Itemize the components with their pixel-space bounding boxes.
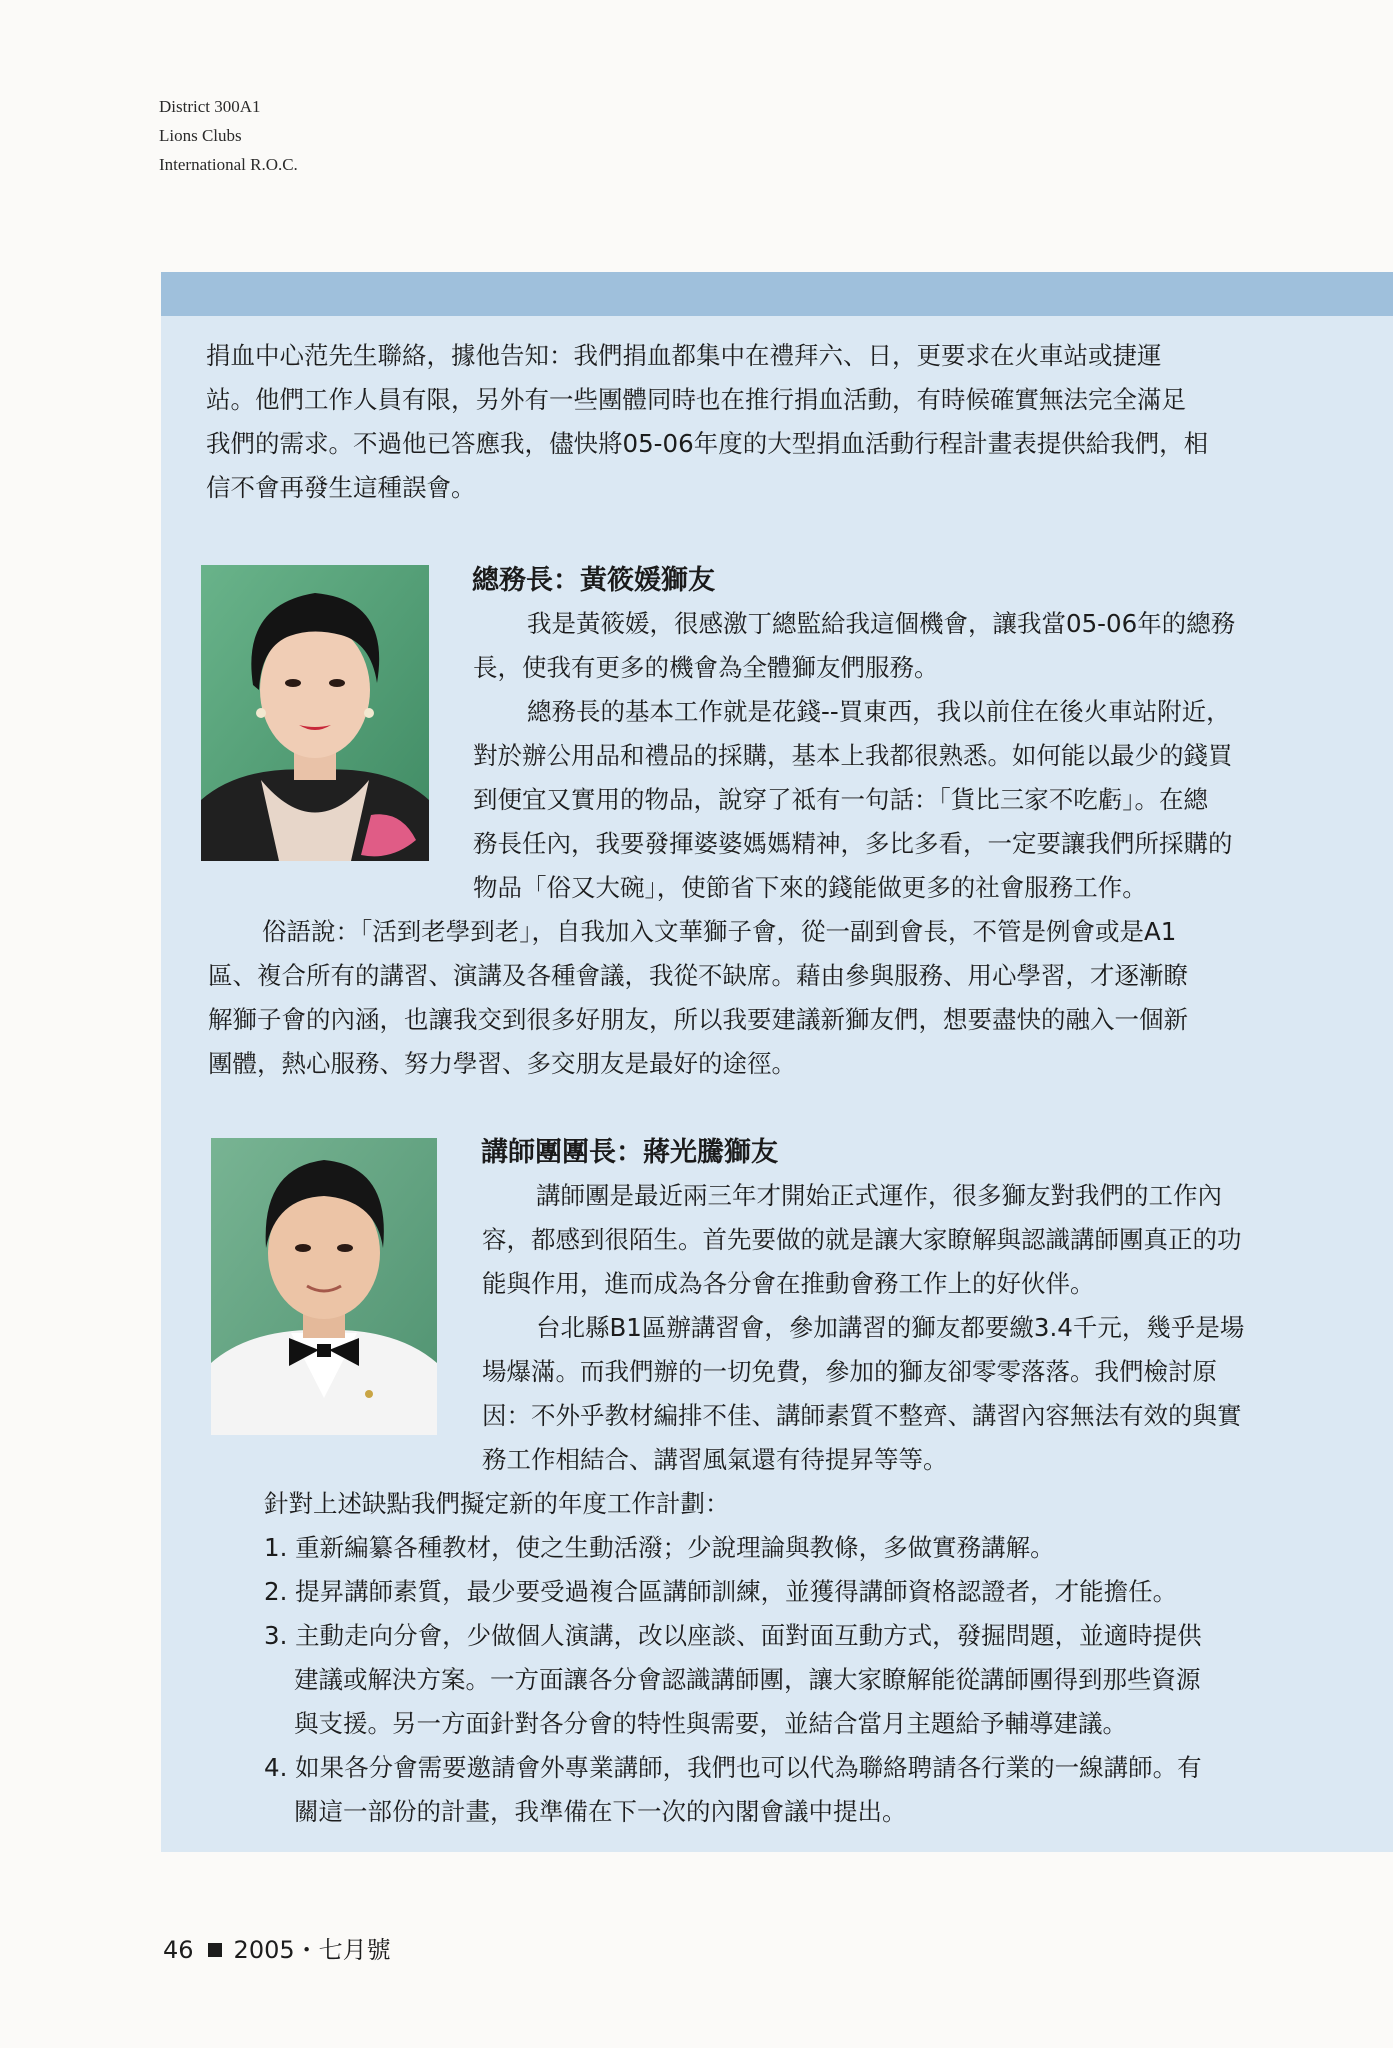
section2-line: 場爆滿。而我們辦的一切免費，參加的獅友卻零零落落。我們檢討原	[482, 1357, 1217, 1386]
section1-full-line: 區、複合所有的講習、演講及各種會議，我從不缺席。藉由參與服務、用心學習，才逐漸瞭	[208, 961, 1188, 990]
header-club: Lions Clubs	[159, 126, 242, 145]
panel-top-bar	[161, 272, 1393, 316]
page-header	[159, 92, 298, 179]
portrait-woman-icon	[201, 565, 429, 861]
section1-full-line: 俗語說：「活到老學到老」，自我加入文華獅子會，從一副到會長，不管是例會或是A1	[262, 917, 1177, 946]
plan-intro: 針對上述缺點我們擬定新的年度工作計劃：	[264, 1489, 730, 1518]
intro-line: 捐血中心范先生聯絡，據他告知：我們捐血都集中在禮拜六、日，更要求在火車站或捷運	[206, 341, 1162, 370]
section2-line: 容，都感到很陌生。首先要做的就是讓大家瞭解與認識講師團真正的功	[482, 1225, 1242, 1254]
plan-item: 4. 如果各分會需要邀請會外專業講師，我們也可以代為聯絡聘請各行業的一線講師。有	[264, 1753, 1202, 1782]
intro-line: 我們的需求。不過他已答應我，儘快將05-06年度的大型捐血活動行程計畫表提供給我們，相	[206, 429, 1209, 458]
page-footer	[163, 1930, 391, 1965]
section2-paragraph	[482, 1174, 1244, 1482]
page-number: 46	[163, 1936, 194, 1964]
section2-line: 台北縣B1區辦講習會，參加講習的獅友都要繳3.4千元，幾乎是場	[536, 1313, 1245, 1342]
intro-paragraph	[206, 334, 1208, 510]
section1-line: 務長任內，我要發揮婆婆媽媽精神，多比多看，一定要讓我們所採購的	[473, 829, 1233, 858]
section1-full-line: 解獅子會的內涵，也讓我交到很多好朋友，所以我要建議新獅友們，想要盡快的融入一個新	[208, 1005, 1188, 1034]
portrait-man-icon	[211, 1138, 437, 1435]
section1-line: 總務長的基本工作就是花錢--買東西，我以前住在後火車站附近，	[527, 697, 1231, 726]
section1-full-line: 團體，熱心服務、努力學習、多交朋友是最好的途徑。	[208, 1049, 796, 1078]
plan-item: 1. 重新編纂各種教材，使之生動活潑；少說理論與教條，多做實務講解。	[264, 1533, 1055, 1562]
section2-line: 講師團是最近兩三年才開始正式運作，很多獅友對我們的工作內	[536, 1181, 1222, 1210]
plan-item: 3. 主動走向分會，少做個人演講，改以座談、面對面互動方式，發掘問題，並適時提供	[264, 1621, 1202, 1650]
section1-line: 長，使我有更多的機會為全體獅友們服務。	[473, 653, 939, 682]
section2-line: 能與作用，進而成為各分會在推動會務工作上的好伙伴。	[482, 1269, 1095, 1298]
portrait-photo-huang	[201, 565, 429, 861]
intro-line: 站。他們工作人員有限，另外有一些團體同時也在推行捐血活動，有時候確實無法完全滿足	[206, 385, 1186, 414]
intro-line: 信不會再發生這種誤會。	[206, 473, 476, 502]
section1-line: 到便宜又實用的物品，說穿了祗有一句話：「貨比三家不吃虧」。在總	[473, 785, 1208, 814]
section1-full-paragraph	[208, 910, 1188, 1086]
section1-line: 我是黃筱媛，很感激丁總監給我這個機會，讓我當05-06年的總務	[527, 609, 1236, 638]
plan-item: 2. 提昇講師素質，最少要受過複合區講師訓練，並獲得講師資格認證者，才能擔任。	[264, 1577, 1178, 1606]
section2-line: 務工作相結合、講習風氣還有待提昇等等。	[482, 1445, 948, 1474]
portrait-photo-chiang	[211, 1138, 437, 1435]
header-district: District 300A1	[159, 97, 261, 116]
section1-line: 對於辦公用品和禮品的採購，基本上我都很熟悉。如何能以最少的錢買	[473, 741, 1233, 770]
plan-item-continuation: 與支援。另一方面針對各分會的特性與需要，並結合當月主題給予輔導建議。	[294, 1709, 1127, 1738]
section1-line: 物品「俗又大碗」，使節省下來的錢能做更多的社會服務工作。	[473, 873, 1147, 902]
square-bullet-icon	[208, 1943, 222, 1957]
section-heading-general-affairs: 總務長：黃筱媛獅友	[472, 565, 715, 595]
section-heading-lecturer: 講師團團長：蔣光騰獅友	[481, 1137, 778, 1167]
header-international: International R.O.C.	[159, 155, 298, 174]
issue-label: 2005・七月號	[233, 1936, 391, 1964]
plan-item-continuation: 關這一部份的計畫，我準備在下一次的內閣會議中提出。	[294, 1797, 907, 1826]
section2-line: 因：不外乎教材編排不佳、講師素質不整齊、講習內容無法有效的與實	[482, 1401, 1242, 1430]
plan-list	[264, 1482, 1202, 1834]
plan-item-continuation: 建議或解決方案。一方面讓各分會認識講師團，讓大家瞭解能從講師團得到那些資源	[294, 1665, 1201, 1694]
section1-paragraph	[473, 602, 1235, 910]
